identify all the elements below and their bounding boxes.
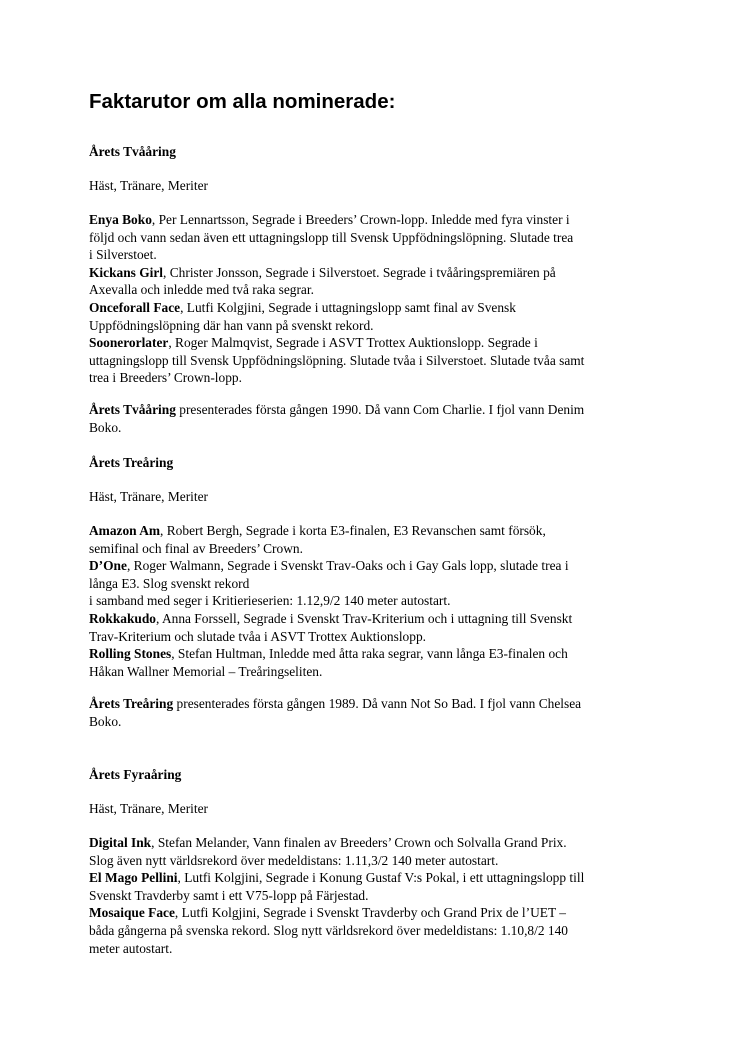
list-item: Soonerorlater, Roger Malmqvist, Segrade i ASVT Trottex Auktionslopp. Segrade i uttagningslopp till Svensk Uppfödningslöpning. Slutade tvåa i Silverstoet. Slutade tvåa samt trea i Breeders’ Crown-lopp. xyxy=(89,335,585,386)
horse-name: D’One xyxy=(89,558,127,574)
list-item: Rolling Stones, Stefan Hultman, Inledde med åtta raka segrar, vann långa E3-finalen och Håkan Wallner Memorial – Treåringseliten. xyxy=(89,646,568,679)
nominee-list xyxy=(89,522,661,680)
horse-name: Rolling Stones xyxy=(89,646,172,662)
list-item: Amazon Am, Robert Bergh, Segrade i korta E3-finalen, E3 Revanschen samt försök, semifinal och final av Breeders’ Crown. xyxy=(89,523,546,556)
list-item: Rokkakudo, Anna Forssell, Segrade i Svenskt Trav-Kriterium och i uttagning till Svenskt Trav-Kriterium och slutade tvåa i ASVT Trottex Auktionslopp. xyxy=(89,610,573,644)
horse-name: Soonerorlater xyxy=(89,335,169,351)
column-legend: Häst, Tränare, Meriter xyxy=(89,801,208,816)
horse-name: Enya Boko xyxy=(89,212,152,227)
horse-name: Amazon Am xyxy=(89,523,161,538)
horse-name: Digital Ink xyxy=(89,835,152,850)
horse-name: Kickans Girl xyxy=(89,264,164,280)
horse-name: Rokkakudo xyxy=(89,610,156,626)
section-heading: Årets Tvååring xyxy=(89,144,176,159)
page-title: Faktarutor om alla nominerade: xyxy=(89,90,396,113)
column-legend: Häst, Tränare, Meriter xyxy=(89,178,208,193)
list-item: D’One, Roger Walmann, Segrade i Svenskt Trav-Oaks och i Gay Gals lopp, slutade trea i långa E3. Slog svenskt rekord i samband med seger i Kritierieserien: 1.12,9/2 140 meter autostart. xyxy=(89,558,569,609)
list-item: Enya Boko, Per Lennartsson, Segrade i Breeders’ Crown-lopp. Inledde med fyra vinster i följd och vann sedan även ett uttagningslopp till Svensk Uppfödningslöpning. Slutade trea i Silverstoet. xyxy=(89,212,574,263)
history-note: Årets Tvååring presenterades första gången 1990. Då vann Com Charlie. I fjol vann Denim Boko. xyxy=(89,402,585,435)
history-note: Årets Treåring presenterades första gången 1989. Då vann Not So Bad. I fjol vann Chelsea Boko. xyxy=(89,696,582,729)
list-item: El Mago Pellini, Lutfi Kolgjini, Segrade i Konung Gustaf V:s Pokal, i ett uttagningslopp till Svenskt Travderby samt i ett V75-lopp på Färjestad. xyxy=(89,870,585,903)
list-item: Mosaique Face, Lutfi Kolgjini, Segrade i Svenskt Travderby och Grand Prix de l’UET – båda gångerna på svenska rekord. Slog nytt världsrekord över medeldistans: 1.10,8/2 140 meter autostart. xyxy=(89,905,568,956)
section-heading: Årets Fyraåring xyxy=(89,767,182,782)
nominee-list xyxy=(89,211,661,387)
section-heading: Årets Treåring xyxy=(89,455,174,470)
horse-name: Mosaique Face xyxy=(89,905,175,921)
list-item: Kickans Girl, Christer Jonsson, Segrade i Silverstoet. Segrade i tvååringspremiären på Axevalla och inledde med två raka segrar. xyxy=(89,264,556,298)
column-legend: Häst, Tränare, Meriter xyxy=(89,489,208,504)
nominee-list xyxy=(89,834,661,957)
horse-name: El Mago Pellini xyxy=(89,870,178,886)
list-item: Digital Ink, Stefan Melander, Vann finalen av Breeders’ Crown och Solvalla Grand Prix. Slog även nytt världsrekord över medeldistans: 1.11,3/2 140 meter autostart. xyxy=(89,835,567,868)
list-item: Onceforall Face, Lutfi Kolgjini, Segrade i uttagningslopp samt final av Svensk Uppfödningslöpning där han vann på svenskt rekord. xyxy=(89,299,516,333)
horse-name: Onceforall Face xyxy=(89,299,181,315)
